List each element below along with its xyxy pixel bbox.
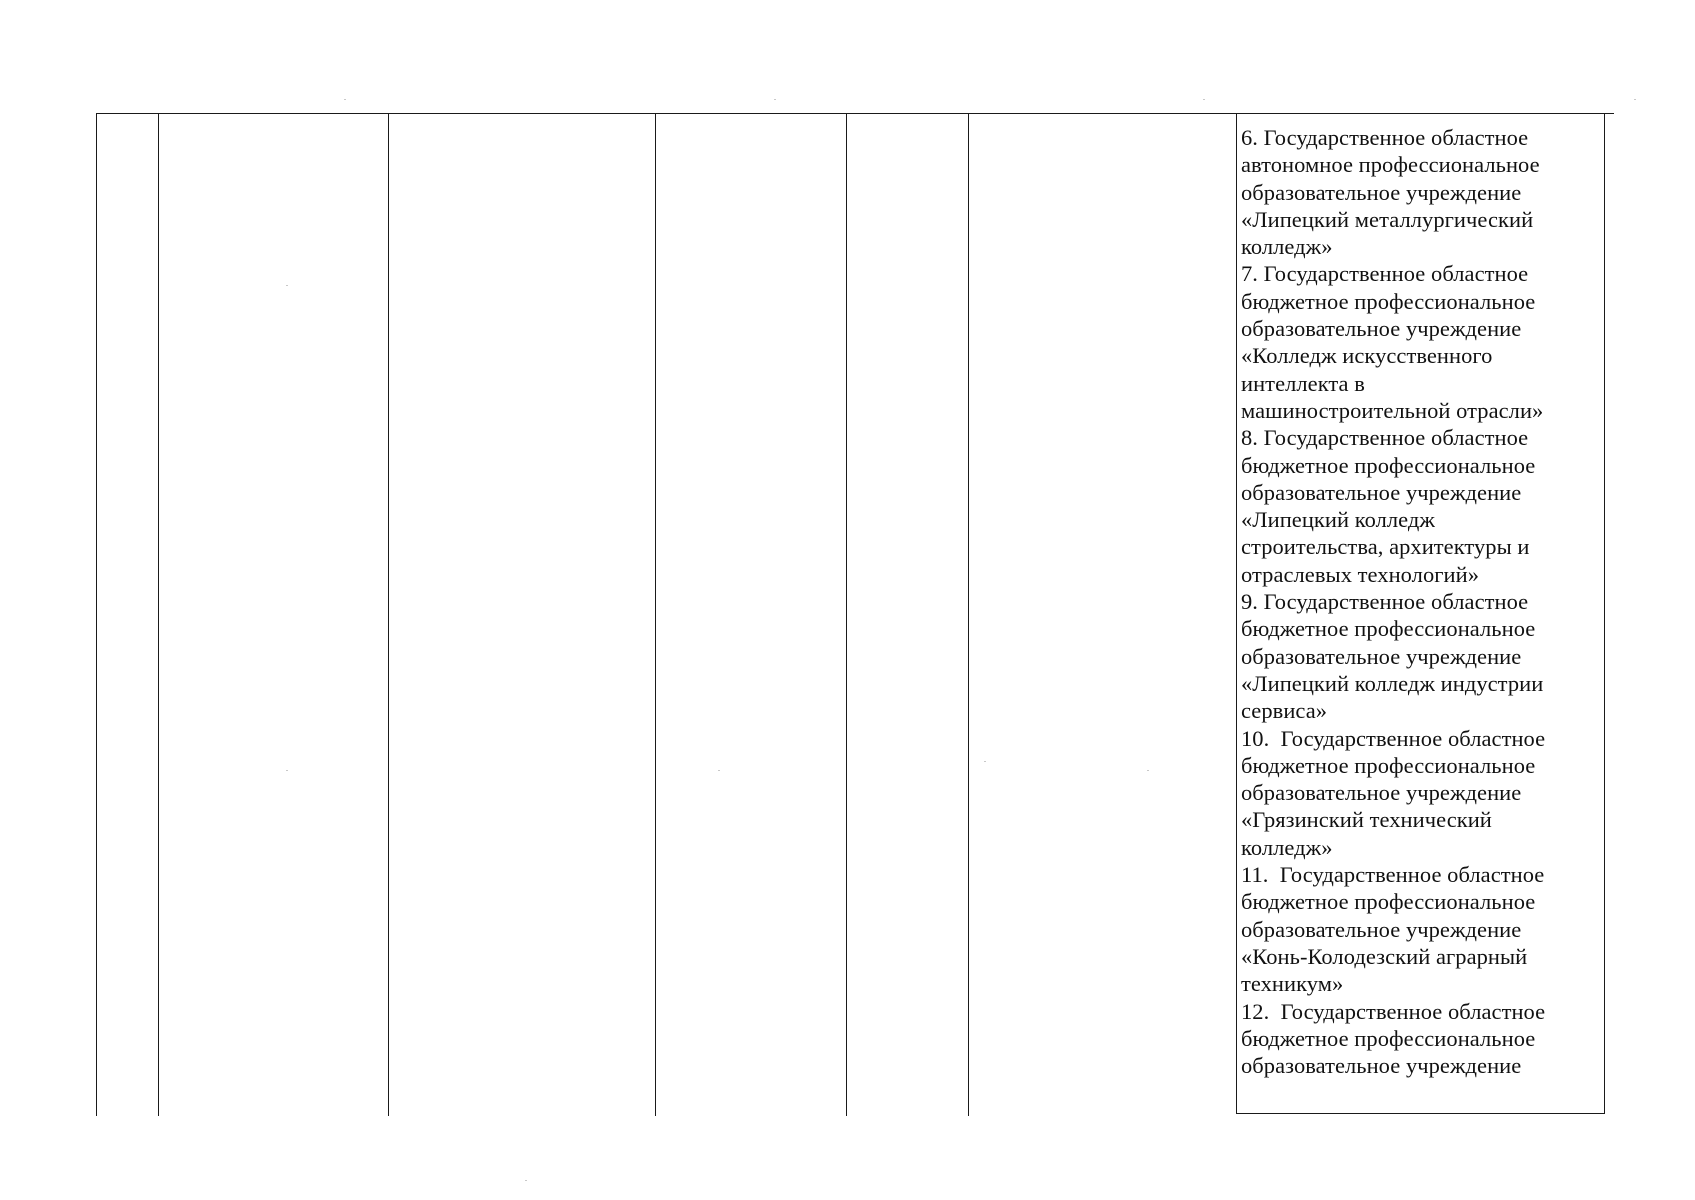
text-line: бюджетное профессиональное [1241, 752, 1536, 778]
text-line: бюджетное профессиональное [1241, 452, 1536, 478]
text-line: 12. Государственное областное [1241, 998, 1546, 1024]
text-line: «Липецкий колледж [1241, 507, 1435, 533]
text-line: автономное профессиональное [1241, 152, 1540, 178]
text-line: 8. Государственное областное [1241, 425, 1529, 451]
text-line: бюджетное профессиональное [1241, 889, 1536, 915]
scan-speck [774, 99, 776, 100]
column-line-3 [388, 113, 389, 1116]
column-line-4 [655, 113, 656, 1116]
text-line: «Грязинский технический [1241, 807, 1492, 833]
text-line: 10. Государственное областное [1241, 725, 1546, 751]
text-line: образовательное учреждение [1241, 1053, 1522, 1079]
scan-speck [984, 761, 986, 762]
text-line: «Колледж искусственного [1241, 343, 1493, 369]
text-line: интеллекта в [1241, 370, 1365, 396]
scan-speck [344, 99, 346, 100]
text-line: машиностроительной отрасли» [1241, 397, 1544, 423]
text-line: образовательное учреждение [1241, 479, 1522, 505]
scan-speck [1203, 99, 1205, 100]
text-line: «Конь-Колодезский аграрный [1241, 943, 1528, 969]
column-line-2 [158, 113, 159, 1116]
text-line: сервиса» [1241, 698, 1328, 724]
text-line: образовательное учреждение [1241, 780, 1522, 806]
text-line: строительства, архитектуры и [1241, 534, 1530, 560]
text-line: 9. Государственное областное [1241, 589, 1529, 615]
text-line: образовательное учреждение [1241, 179, 1522, 205]
text-line: техникум» [1241, 971, 1344, 997]
text-line: отраслевых технологий» [1241, 561, 1480, 587]
column-line-6 [968, 113, 969, 1116]
text-line: образовательное учреждение [1241, 316, 1522, 342]
text-line: «Липецкий металлургический [1241, 206, 1534, 232]
text-line: 7. Государственное областное [1241, 261, 1529, 287]
text-line: 6. Государственное областное [1241, 125, 1529, 150]
text-line: образовательное учреждение [1241, 643, 1522, 669]
scan-speck [286, 770, 288, 771]
text-line: «Липецкий колледж индустрии [1241, 670, 1544, 696]
scan-speck [1634, 99, 1636, 100]
text-line: колледж» [1241, 834, 1333, 860]
text-line: колледж» [1241, 234, 1333, 260]
scan-speck [1147, 770, 1149, 771]
column-line-1 [96, 113, 97, 1116]
text-line: образовательное учреждение [1241, 916, 1522, 942]
last-column-cell-text [1241, 124, 1611, 1079]
text-line: бюджетное профессиональное [1241, 288, 1536, 314]
column-line-7 [1236, 113, 1237, 1114]
scan-speck [286, 285, 288, 286]
table-top-border [96, 113, 1614, 114]
text-line: бюджетное профессиональное [1241, 616, 1536, 642]
text-line: бюджетное профессиональное [1241, 1025, 1536, 1051]
scan-speck [525, 1180, 527, 1181]
text-line: 11. Государственное областное [1241, 862, 1545, 888]
column-line-5 [846, 113, 847, 1116]
scan-speck [718, 770, 720, 771]
last-cell-bottom-border [1236, 1113, 1605, 1114]
